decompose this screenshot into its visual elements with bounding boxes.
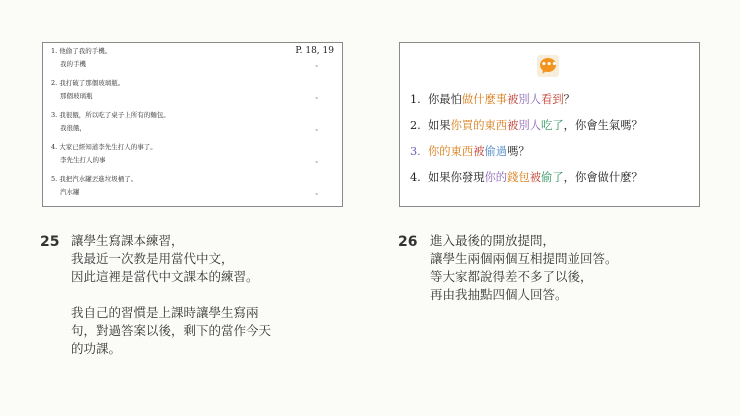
answer-end-mark: 。 [315, 92, 322, 100]
question-item: 1. 你最怕做什麼事被別人看到？ [410, 93, 575, 106]
exercise-question: 他偷了我的手機。 [59, 47, 112, 55]
question-list [410, 87, 643, 191]
exercise-item [51, 78, 332, 110]
speaker-notes-25: 讓學生寫課本練習， 我最近一次教是用當代中文， 因此這裡是當代中文課本的練習。 我自己的習慣是上課時讓學生寫兩 句，對過答案以後，剩下的當作今天 的功課。 [71, 233, 272, 356]
question-item: 2. 如果你買的東西被別人吃了，你會生氣嗎？ [410, 119, 643, 132]
exercise-item [51, 46, 332, 78]
exercise-answer-stem: 那個玻璃瓶 [60, 92, 93, 100]
exercise-item [51, 142, 332, 174]
exercise-number: 2. [51, 79, 58, 87]
exercise-answer-stem: 李先生打人的事 [60, 156, 106, 164]
slide-number-25: 25 [40, 234, 60, 250]
answer-end-mark: 。 [315, 188, 322, 196]
exercise-number: 1. [51, 47, 58, 55]
exercise-question: 我把汽水罐丟進垃圾桶了。 [59, 175, 138, 183]
exercise-question: 我很餓，所以吃了桌子上所有的麵包。 [59, 111, 170, 119]
slide-number-26: 26 [398, 234, 418, 250]
textbook-exercise-slide [42, 42, 343, 207]
exercise-number: 3. [51, 111, 58, 119]
exercise-item [51, 110, 332, 142]
question-item: 3. 你的東西被偷過嗎？ [410, 145, 530, 158]
exercise-list [51, 46, 332, 206]
exercise-item [51, 174, 332, 206]
exercise-number: 4. [51, 143, 58, 151]
exercise-answer-stem: 汽水罐 [60, 188, 80, 196]
speaker-notes-26: 進入最後的開放提問， 讓學生兩個兩個互相提問並回答。 等大家都說得差不多了以後， 再由我抽點四個人回答。 [430, 233, 618, 302]
answer-end-mark: 。 [315, 124, 322, 132]
chat-bubble-icon: ••• [537, 55, 559, 77]
open-question-slide [399, 42, 700, 207]
answer-end-mark: 。 [315, 156, 322, 164]
exercise-question: 大家已經知道李先生打人的事了。 [59, 143, 157, 151]
exercise-number: 5. [51, 175, 58, 183]
question-item: 4. 如果你發現你的錢包被偷了，你會做什麼？ [410, 171, 643, 184]
exercise-question: 我打破了那個玻璃瓶。 [59, 79, 125, 87]
exercise-answer-stem: 我的手機 [60, 60, 86, 68]
answer-end-mark: 。 [315, 60, 322, 68]
page-reference: P. 18, 19 [295, 46, 334, 56]
exercise-answer-stem: 我很餓， [60, 124, 86, 132]
